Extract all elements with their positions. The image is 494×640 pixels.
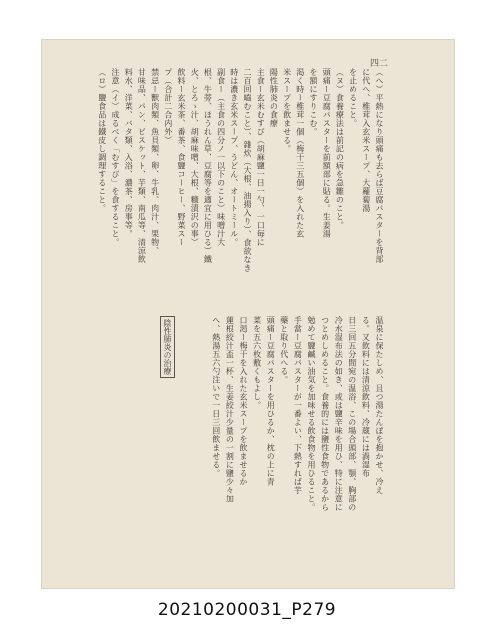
text-column: （ロ）鹽食品は鐵皮し調理すること。 (97, 68, 107, 213)
text-column: つとめしめること。食養的には鹽性食物であるから (320, 316, 330, 512)
text-column: を額にすりこむ。 (309, 68, 318, 136)
page-number: 四二 (370, 59, 389, 69)
text-column: （へ）平熱になり頭痛も去らば豆腐パスターを背部 (375, 68, 384, 264)
text-column: （ヌ）食養療法は前記の病を急雛のこと。 (335, 68, 345, 230)
text-column: 陽性肺炎の食療 (269, 68, 279, 128)
text-column: 手當ー豆腐パスターが一番よい、下熱すれば芋 (293, 316, 303, 495)
text-column: 冷水湿布法の如き、或は鹽辛味を用ひ、特に注意に (334, 316, 344, 512)
text-column: 主食ー玄米むすび（胡麻鹽一日一勺、一口毎に (256, 68, 266, 247)
text-column: に代へ、椎茸入玄米スープ、大蘿蔔湯 (361, 68, 371, 213)
text-column: 渇く時ー椎茸一個（梅干三五個）を入れた玄 (295, 68, 305, 238)
text-column: を止めること。 (348, 68, 358, 128)
text-column: 口渇ー梅干を入れた玄米スープを飲ませるか (239, 316, 248, 486)
text-column: 蓮根絞汁盃一杯、生姜絞汁少量の一割に鹽少々加 (225, 316, 235, 503)
text-column: 頭痛ー豆腐パスターを用ひるか、枕の上に青 (266, 316, 276, 486)
text-column: 藥と取り代へる。 (279, 316, 289, 384)
text-column: 根、牛蒡、ほうれん草、豆腐等を適宜に用ひる）鐵 (203, 68, 213, 264)
text-column: 火、とろゝ汁、胡麻味噌、大根、糠漬沢の事） (190, 68, 200, 247)
text-column: 飲料ー玄米茶、番茶、食鹽コーヒー、野菜スー (177, 68, 186, 247)
text-column: 勉めて鹽鹹い油気を加味せる飲食物を用ひること。 (307, 316, 316, 512)
text-column: 禁忌ー獸肉類、魚貝類、卵、牛乳、肉汁、果物、 (150, 68, 160, 255)
text-column: へ、熱湯五六勺注いで一日三回飲ませる。 (211, 316, 221, 478)
text-column: る。又飲料には清涼飲料、冷蔵には渦湿布 (361, 316, 371, 478)
text-column: 料水、洋菜、バタ類、入浴、濃茶、房事等。 (124, 68, 134, 238)
document-page (42, 40, 454, 588)
text-column: 日三回五分間宛の温浴、この場合頭部、顎、胸部の (347, 316, 357, 512)
text-column: 二百回嚙むこと）、雜炊（大根、油揚入り）、食欲なき (243, 68, 252, 273)
text-column: 甘味品、パン、ビスケット、芋類、南瓜等、清涼飲 (137, 68, 147, 264)
text-column: 米スープを飲ませる。 (282, 68, 292, 153)
image-caption: 20210200031_P279 (157, 600, 337, 620)
text-column: 注意（イ）成るべく「むすび」を食すること。 (111, 68, 120, 247)
text-column: プ（合計二合内外） (163, 68, 173, 145)
text-column: 副食ー（主食の四分ノ一以下のこと）味噌汁大 (216, 68, 226, 247)
boxed-section-heading: 陰性肺炎の治療 (160, 316, 175, 378)
text-column: 温泉に保たしめ、且つ湯たんぽを抱かせ、冷え (375, 316, 384, 495)
text-column: 時は濃き玄米スープ、うどん、オートミール。 (229, 68, 239, 247)
text-column: 菜を五六枚敷くもよし。 (252, 316, 262, 410)
text-column: 頭痛ー豆腐パスターを前額部に貼る。生姜湯 (322, 68, 332, 238)
